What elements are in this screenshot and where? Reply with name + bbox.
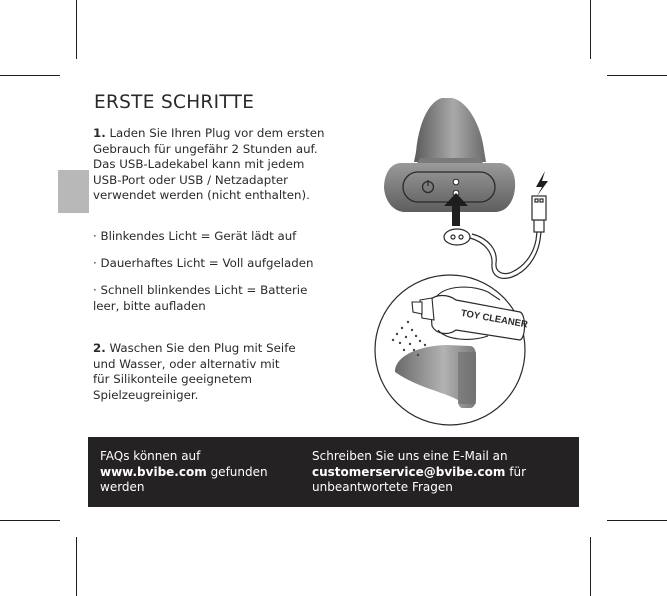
indicator-fast-blinking: · Schnell blinkendes Licht = Batterie leer, bitte aufladen <box>93 283 308 313</box>
indicator-steady: · Dauerhaftes Licht = Voll aufgeladen <box>93 256 314 270</box>
faq-prefix: FAQs können auf <box>100 449 201 463</box>
step-1-body: Laden Sie Ihren Plug vor dem ersten Gebrauch für ungefähr 2 Stunden auf. Das USB-Ladekabel kann mit jedem USB-Port oder USB / Netzadapter verwendet werden (nicht enthalten). <box>93 126 325 203</box>
step-1-number: 1. <box>93 126 106 140</box>
mail-prefix: Schreiben Sie uns eine E-Mail an <box>312 449 508 463</box>
contact-info <box>312 449 542 496</box>
faq-website-link[interactable]: www.bvibe.com <box>100 464 207 479</box>
support-footer <box>88 437 579 507</box>
page-title: ERSTE SCHRITTE <box>94 92 255 113</box>
mail-suffix: für unbeantwortete Fragen <box>312 464 526 494</box>
cleaning-illustration <box>375 275 525 425</box>
faq-suffix: gefunden werden <box>100 464 268 494</box>
indicator-blinking: · Blinkendes Licht = Gerät lädt auf <box>93 229 297 243</box>
lightning-icon <box>536 171 548 196</box>
step-2-body: Waschen Sie den Plug mit Seife und Wasser, oder alternativ mit für Silikonteile geeignetem Spielzeugreiniger. <box>93 341 296 402</box>
support-email-link[interactable]: customerservice@bvibe.com <box>312 464 506 479</box>
faq-info <box>100 449 290 496</box>
toy-cleaner-label: TOY CLEANER <box>459 307 529 331</box>
step-2-number: 2. <box>93 341 106 355</box>
plug-device <box>384 98 515 212</box>
